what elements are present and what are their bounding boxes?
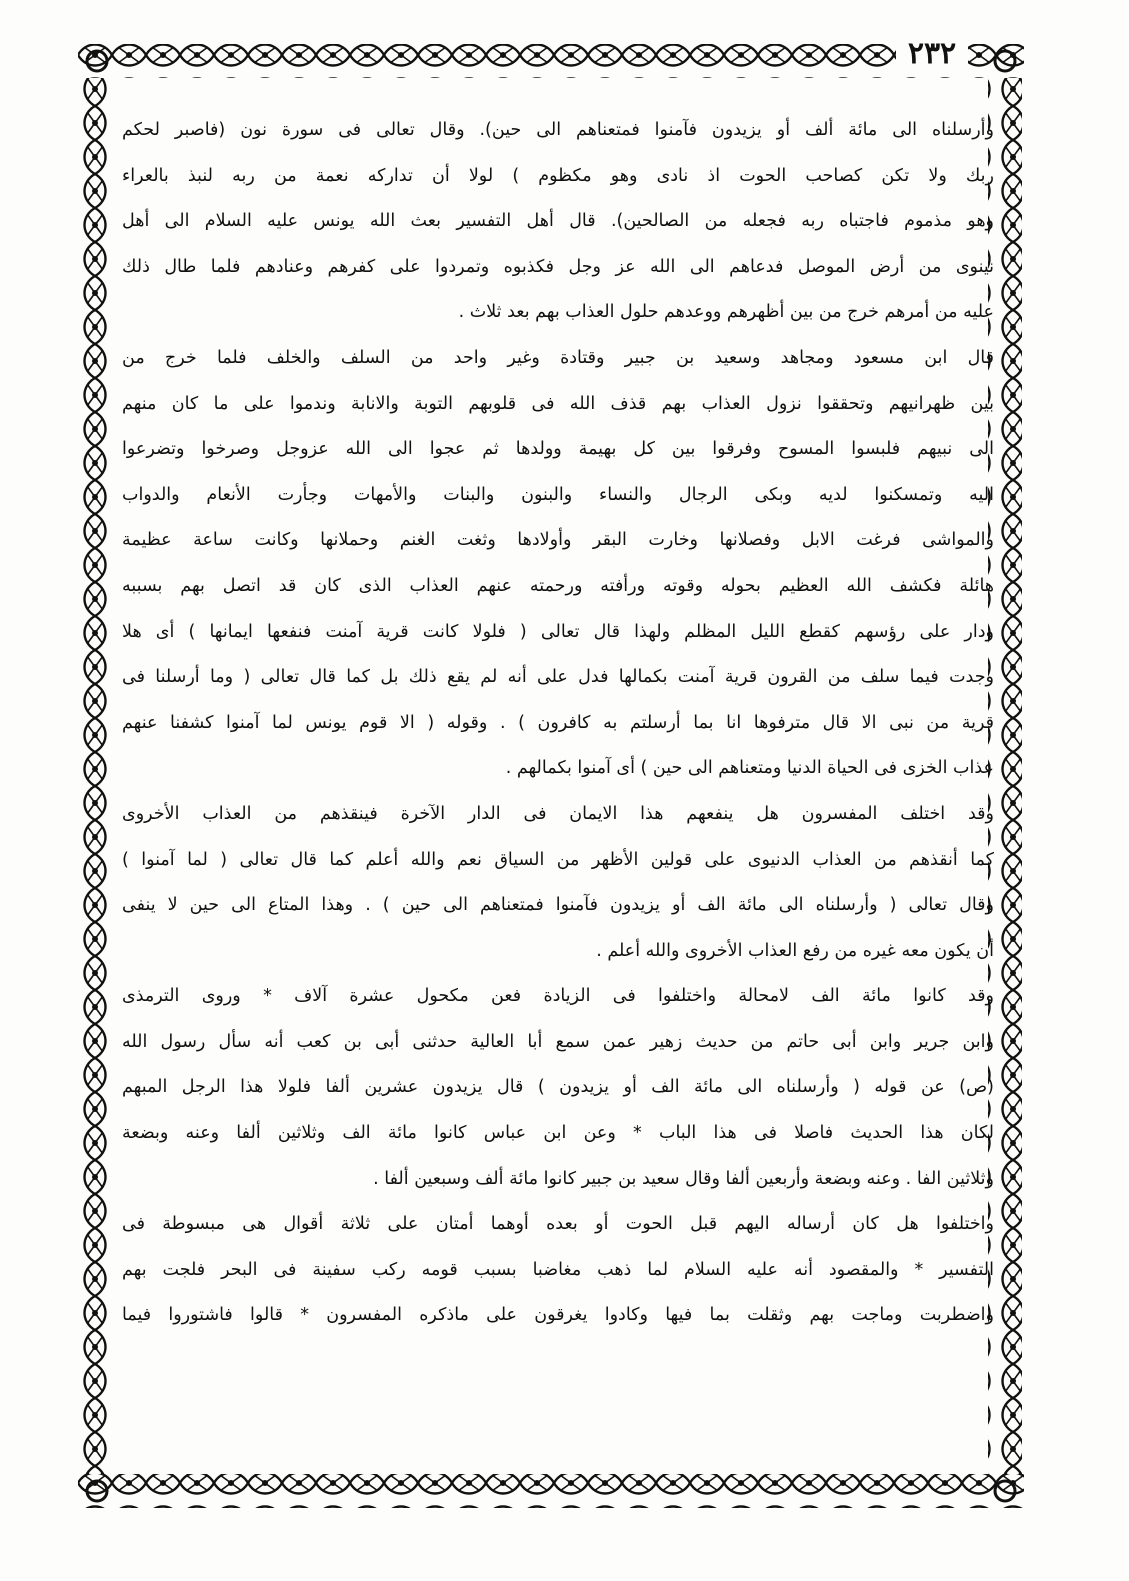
text-line: هائلة فكشف الله العظيم بحوله وقوته ورأفته ورحمته عنهم العذاب الذى كان قد اتصل بهم بسببه [122, 575, 994, 596]
text-line: وقد كانوا مائة الف لامحالة واختلفوا فى الزيادة فعن مكحول عشرة آلاف * وروى الترمذى [122, 986, 994, 1007]
text-line: قال ابن مسعود ومجاهد وسعيد بن جبير وقتادة وغير واحد من السلف والخلف فلما خرج من [122, 347, 994, 368]
text-line: أن يكون معه غيره من رفع العذاب الأخروى والله أعلم . [596, 940, 994, 961]
text-line: واختلفوا هل كان أرساله اليهم قبل الحوت أو بعده أوهما أمتان على ثلاثة أقوال هى مبسوطة فى [122, 1214, 994, 1235]
text-line: وثلاثين الفا . وعنه وبضعة وأربعين ألفا وقال سعيد بن جبير كانوا مائة ألف وسبعين ألفا . [373, 1168, 994, 1189]
text-line: والمواشى فرغت الابل وفصلانها وخارت البقر وأولادها وثغت الغنم وحملانها وكانت ساعة عظيمة [122, 530, 994, 551]
text-line: قرية من نبى الا قال مترفوها انا بما أرسلتم به كافرون ) . وقوله ( الا قوم يونس لما آمنوا كشفنا عنهم [122, 712, 994, 733]
text-line: عذاب الخزى فى الحياة الدنيا ومتعناهم الى حين ) أى آمنوا بكمالهم . [505, 758, 994, 779]
text-line: كما أنقذهم من العذاب الدنيوى على قولين الأظهر من السياق نعم والله أعلم كما قال تعالى ( لما آمنوا ) [122, 849, 994, 870]
text-line: لكان هذا الحديث فاصلا فى هذا الباب * وعن ابن عباس كانوا مائة الف وثلاثين ألفا وعنه وبضعة [122, 1123, 994, 1144]
text-line: وجدت فيما سلف من القرون قرية آمنت بكمالها فدل على أنه لم يقع ذلك بل كما قال تعالى ( وما أرسلنا فى [122, 667, 994, 688]
text-line: ودار على رؤسهم كقطع الليل المظلم ولهذا قال تعالى ( فلولا كانت قرية آمنت فنفعها ايمانها ) أى هلا [122, 621, 994, 642]
text-line: (ص) عن قوله ( وأرسلناه الى مائة الف أو يزيدون ) قال يزيدون عشرين ألفا فلولا هذا الرجل المبهم [122, 1077, 994, 1098]
text-line: اليه وتمسكنوا لديه وبكى الرجال والنساء والبنون والبنات والأمهات وجأرت الأنعام والدواب [122, 484, 994, 505]
text-line: نينوى من أرض الموصل فدعاهم الى الله عز وجل فكذبوه وتمردوا على كفرهم وعنادهم فلما طال ذلك [122, 256, 994, 277]
text-line: التفسير * والمقصود أنه عليه السلام لما ذهب مغاضبا بسبب قومه ركب سفينة فى البحر فلجت بهم [122, 1259, 994, 1280]
text-line: وأرسلناه الى مائة ألف أو يزيدون فآمنوا فمتعناهم الى حين). وقال تعالى فى سورة نون (فاصبر لحكم [122, 120, 994, 140]
text-line: ربك ولا تكن كصاحب الحوت اذ نادى وهو مكظوم ) لولا أن تداركه نعمة من ربه لنبذ بالعراء [122, 165, 994, 186]
page-number: ٢٣٢ [896, 34, 968, 74]
text-line: الى نبيهم فلبسوا المسوح وفرقوا بين كل بهيمة وولدها ثم عجوا الى الله عزوجل وصرخوا وتضرعوا [122, 439, 994, 460]
text-line: وقد اختلف المفسرون هل ينفعهم هذا الايمان فى الدار الآخرة فينقذهم من العذاب الأخروى [122, 803, 994, 824]
page-body-text [122, 108, 994, 1478]
text-line: بين ظهرانيهم وتحققوا نزول العذاب بهم قذف الله فى قلوبهم التوبة والانابة وندموا على ما كان منهم [122, 393, 994, 414]
text-line: وابن جرير وابن أبى حاتم من حديث زهير عمن سمع أبا العالية حدثنى أبى بن كعب أنه سأل رسول الله [122, 1031, 994, 1052]
text-line: عليه من أمرهم خرج من بين أظهرهم ووعدهم حلول العذاب بهم بعد ثلاث . [458, 302, 994, 323]
text-line: واضطربت وماجت بهم وثقلت بما فيها وكادوا يغرقون على ماذكره المفسرون * قالوا فاشتوروا فيما [122, 1305, 994, 1326]
text-line: وقال تعالى ( وأرسلناه الى مائة الف أو يزيدون فآمنوا فمتعناهم الى حين ) . وهذا المتاع الى حين لا ينفى [122, 895, 994, 916]
text-line: وهو مذموم فاجتباه ربه فجعله من الصالحين). قال أهل التفسير بعث الله يونس عليه السلام الى أهل [122, 211, 994, 232]
